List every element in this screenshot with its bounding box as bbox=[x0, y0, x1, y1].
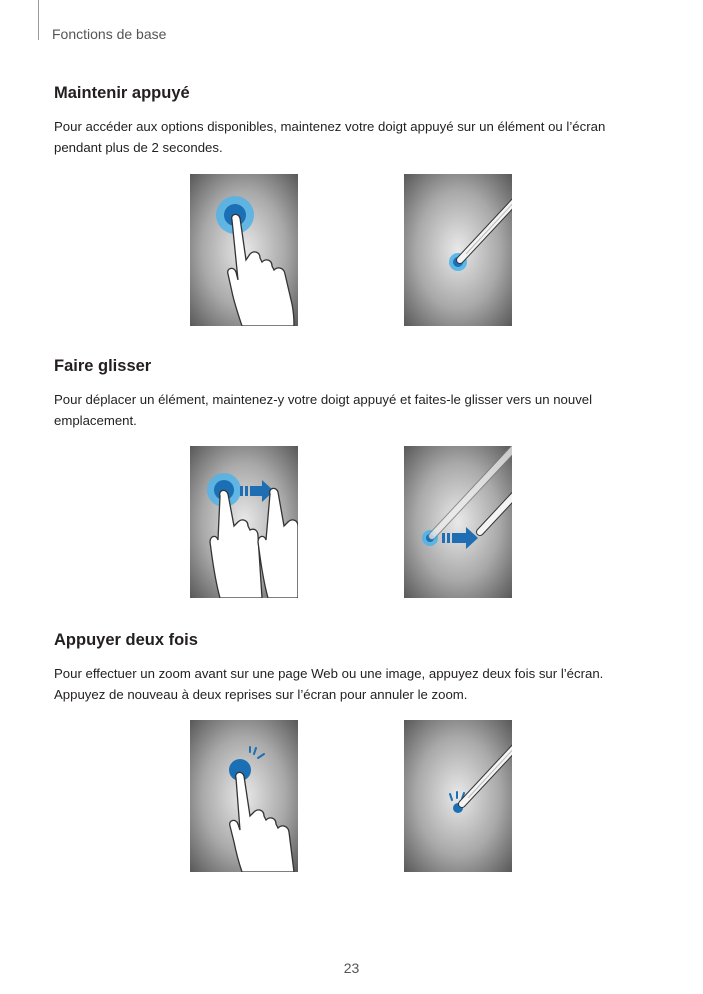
page-number: 23 bbox=[343, 960, 360, 976]
header-title: Fonctions de base bbox=[52, 26, 167, 42]
section-title-double-tap: Appuyer deux fois bbox=[54, 631, 198, 649]
long-press-pen-illustration bbox=[404, 174, 512, 326]
section-body-long-press: Pour accéder aux options disponibles, maintenez votre doigt appuyé sur un élément ou l’écran pendant plus de 2 secondes. bbox=[54, 119, 606, 155]
drag-finger-illustration bbox=[190, 446, 298, 598]
section-body-drag: Pour déplacer un élément, maintenez-y votre doigt appuyé et faites-le glisser vers un nouvel emplacement. bbox=[54, 392, 593, 428]
double-tap-pen-illustration bbox=[404, 720, 512, 872]
section-title-drag: Faire glisser bbox=[54, 357, 152, 375]
drag-pen-illustration bbox=[404, 446, 512, 598]
long-press-finger-illustration bbox=[190, 174, 298, 326]
section-title-long-press: Maintenir appuyé bbox=[54, 84, 190, 102]
double-tap-finger-illustration bbox=[190, 720, 298, 872]
section-body-double-tap: Pour effectuer un zoom avant sur une page Web ou une image, appuyez deux fois sur l’écran. Appuyez de nouveau à deux reprises sur l’écran pour annuler le zoom. bbox=[54, 666, 604, 702]
header-rule bbox=[38, 0, 39, 40]
